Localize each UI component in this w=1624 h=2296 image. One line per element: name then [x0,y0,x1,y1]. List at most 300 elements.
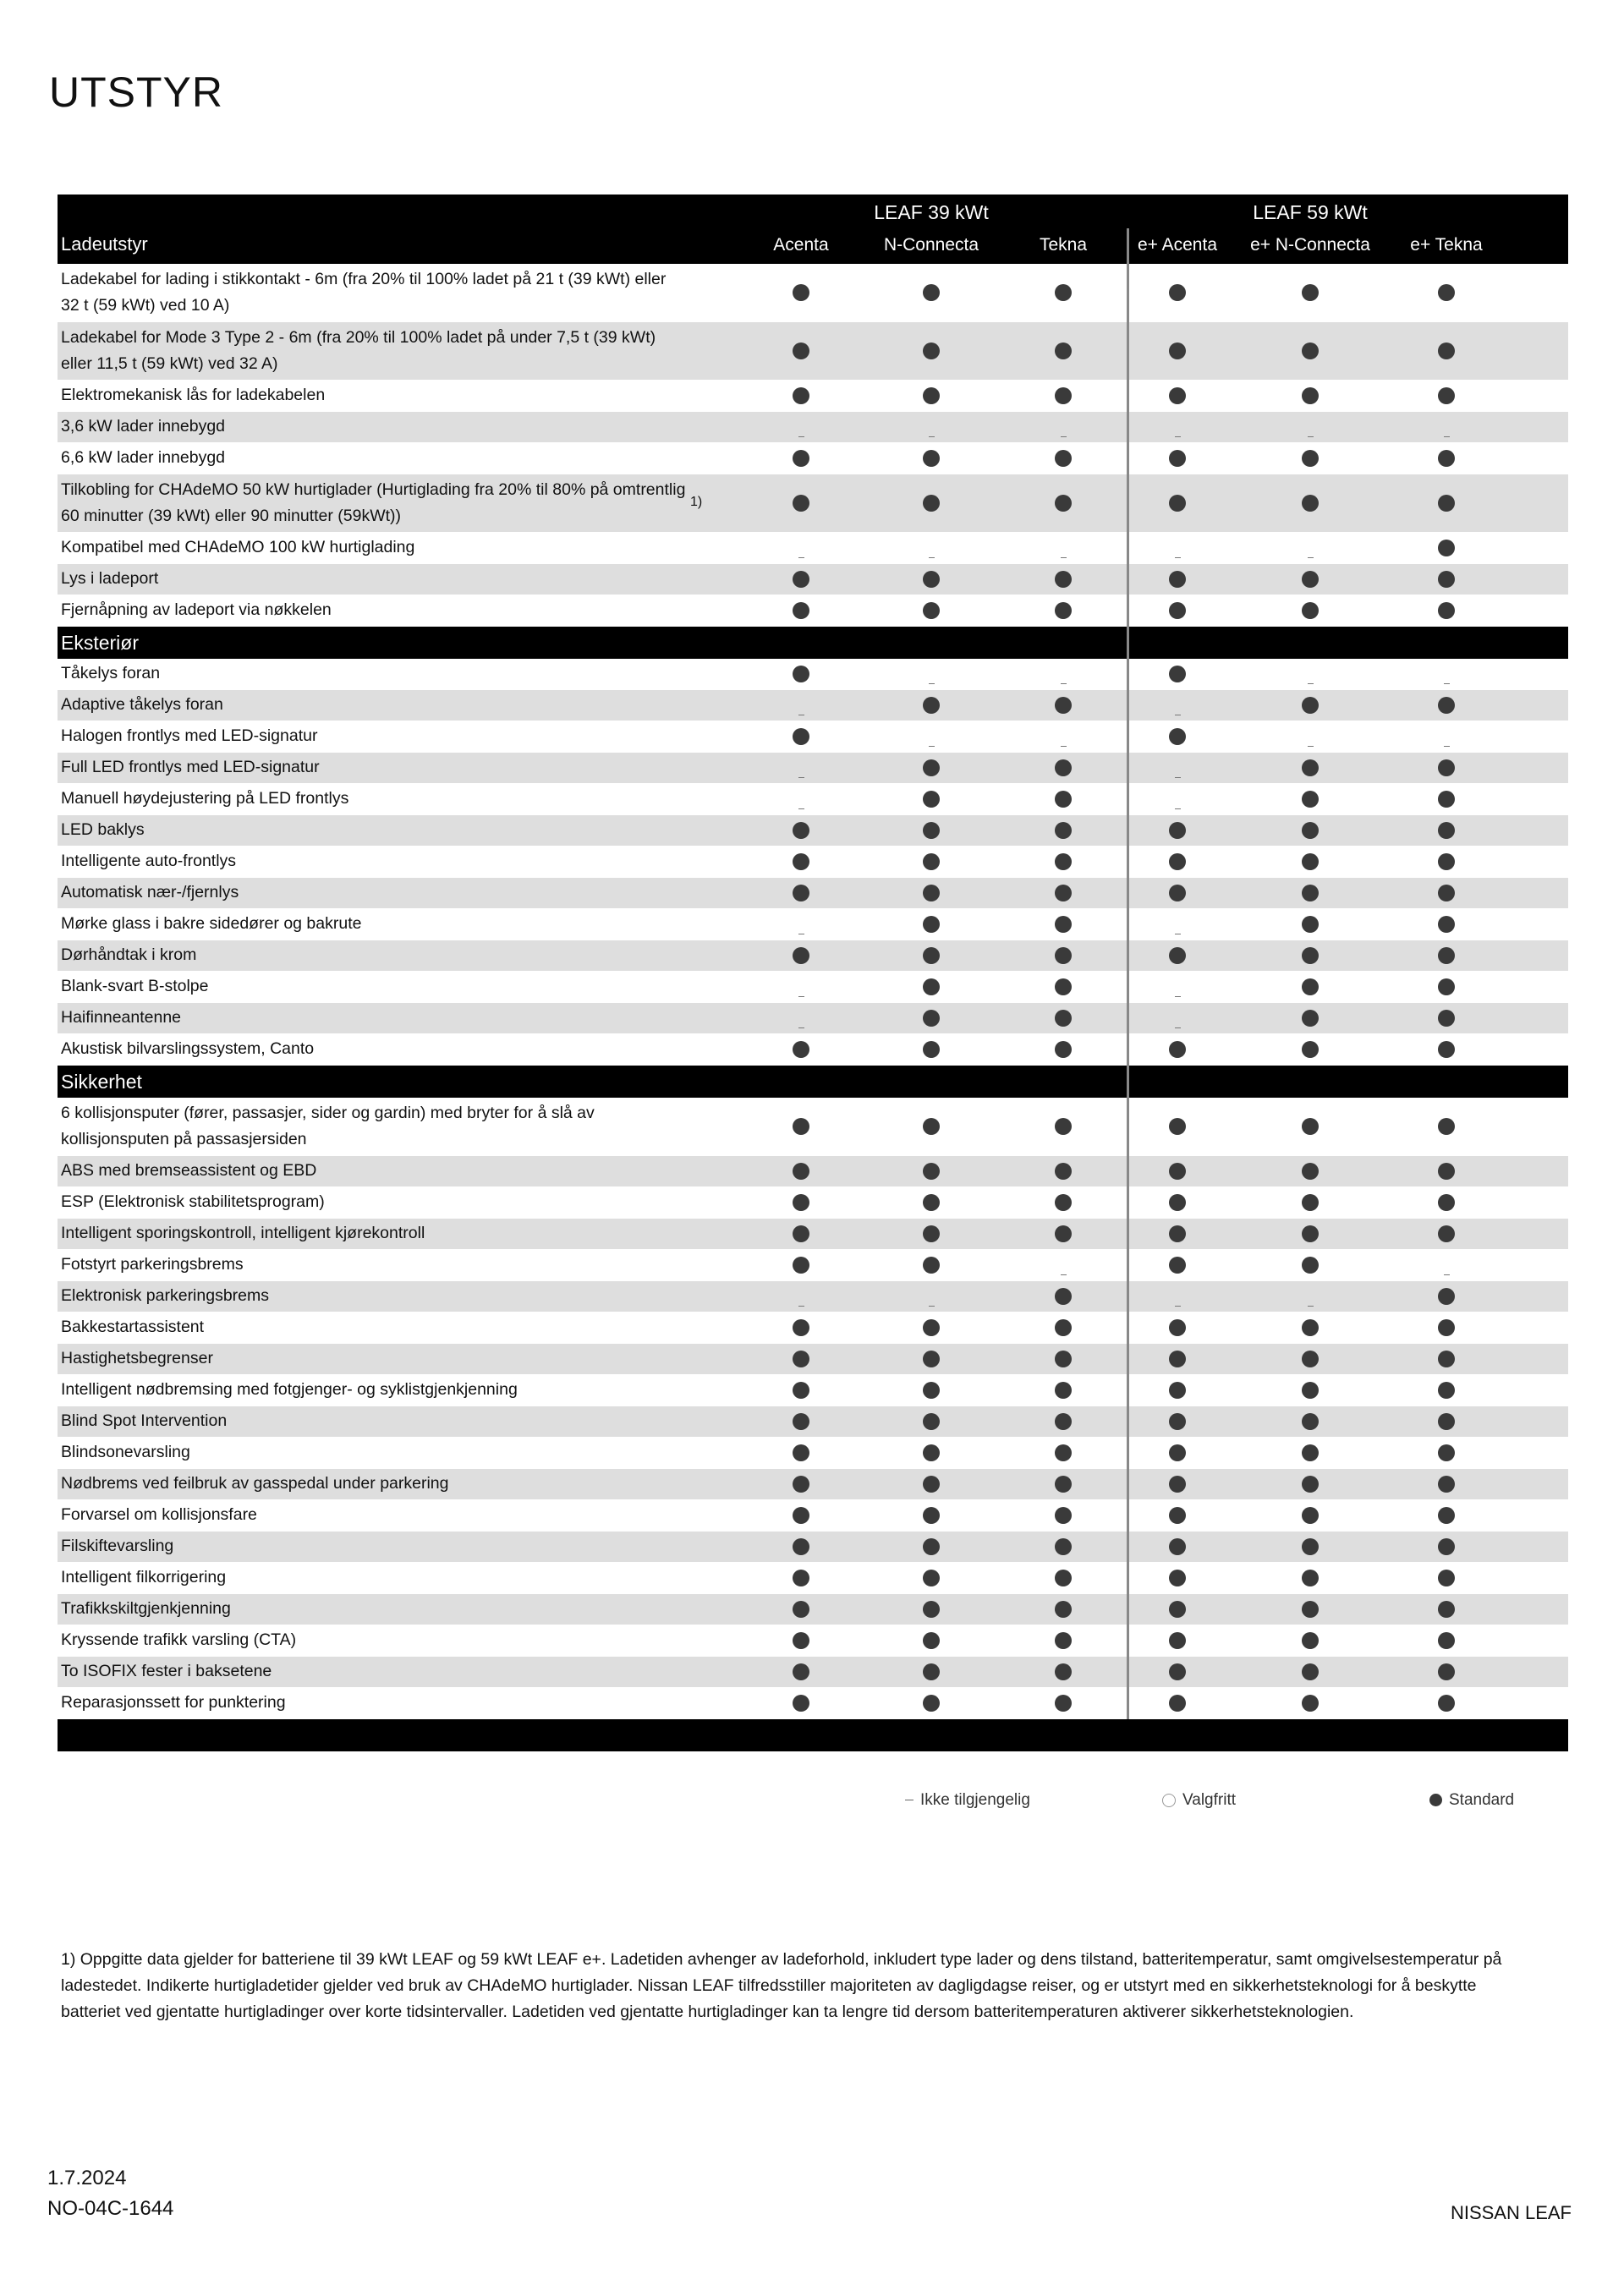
filled-circle-icon [1055,1444,1072,1461]
table-row [58,1469,1568,1500]
filled-circle-icon [1055,1538,1072,1555]
filled-circle-icon [1055,1632,1072,1649]
standard-dot-icon [1046,1194,1080,1215]
filled-circle-icon [923,947,940,964]
filled-circle-icon [1438,791,1455,808]
filled-circle-icon [1438,1538,1455,1555]
standard-dot-icon [1046,1570,1080,1591]
standard-dot-icon [1160,1507,1194,1528]
standard-dot-icon [914,1319,948,1340]
standard-dot-icon [1293,284,1327,305]
filled-circle-icon [923,1570,940,1586]
standard-dot-icon [914,1257,948,1278]
standard-dot-icon [784,1351,818,1372]
standard-dot-icon [914,495,948,516]
filled-circle-icon [1302,822,1319,839]
filled-circle-icon [1438,1570,1455,1586]
filled-circle-icon [1055,495,1072,512]
table-row [58,1344,1568,1375]
table-row [58,690,1568,721]
standard-dot-icon [1160,1163,1194,1184]
filled-circle-icon [1438,495,1455,512]
not-available-dash-icon [914,547,948,562]
filled-circle-icon [1055,284,1072,301]
standard-dot-icon [784,853,818,874]
filled-circle-icon [923,1632,940,1649]
dash-icon [1175,1027,1181,1028]
standard-dot-icon [1046,602,1080,623]
standard-dot-icon [784,284,818,305]
column-header: e+ N-Connecta [1250,235,1370,255]
standard-dot-icon [1429,1041,1463,1062]
standard-dot-icon [914,1413,948,1434]
filled-circle-icon [923,342,940,359]
table-row [58,909,1568,940]
filled-circle-icon [923,916,940,933]
standard-dot-icon [1429,450,1463,471]
standard-dot-icon [1293,1632,1327,1653]
not-available-dash-icon [1160,547,1194,562]
group-label-59: LEAF 59 kWt [1253,201,1368,223]
not-available-dash-icon [1160,426,1194,441]
filled-circle-icon [923,1118,940,1135]
section-title: Sikkerhet [61,1071,142,1093]
filled-circle-icon [1302,1570,1319,1586]
standard-dot-icon [1429,978,1463,1000]
filled-circle-icon [793,1413,809,1430]
filled-circle-icon [793,1695,809,1712]
standard-dot-icon [1160,495,1194,516]
dash-icon [1444,746,1450,747]
filled-circle-icon [1169,1632,1186,1649]
filled-circle-icon [1055,1288,1072,1305]
standard-dot-icon [784,822,818,843]
standard-dot-icon [784,1570,818,1591]
filled-circle-icon [1302,1601,1319,1618]
standard-dot-icon [1429,1163,1463,1184]
filled-circle-icon [923,602,940,619]
filled-circle-icon [1438,916,1455,933]
standard-dot-icon [1046,450,1080,471]
filled-circle-icon [1438,1444,1455,1461]
dash-icon [1444,683,1450,684]
standard-dot-icon [1160,602,1194,623]
standard-dot-icon [784,1118,818,1139]
feature-label: Blind Spot Intervention [61,1411,228,1430]
standard-dot-icon [1046,342,1080,364]
not-available-dash-icon [1429,1264,1463,1280]
filled-circle-icon [1302,1538,1319,1555]
table-row [58,1532,1568,1563]
filled-circle-icon [1169,1194,1186,1211]
filled-circle-icon [1438,1695,1455,1712]
filled-circle-icon [1169,1163,1186,1180]
filled-circle-icon [793,1444,809,1461]
standard-dot-icon [914,978,948,1000]
not-available-dash-icon [914,736,948,751]
feature-label: To ISOFIX fester i baksetene [61,1662,272,1680]
dash-icon [1061,746,1067,747]
not-available-dash-icon [1160,1017,1194,1033]
standard-dot-icon [914,822,948,843]
standard-dot-icon [1293,1507,1327,1528]
standard-dot-icon [1046,791,1080,812]
filled-circle-icon [1438,1382,1455,1399]
filled-circle-icon [1438,978,1455,995]
standard-dot-icon [914,1538,948,1559]
section-title: Eksteriør [61,632,139,654]
not-available-dash-icon [1046,1264,1080,1280]
standard-dot-icon [1046,1288,1080,1309]
standard-dot-icon [1429,1663,1463,1685]
table-row [58,1187,1568,1219]
filled-circle-icon [1169,342,1186,359]
standard-dot-icon [1160,1225,1194,1247]
filled-circle-icon [923,1507,940,1524]
filled-circle-icon [1169,602,1186,619]
standard-dot-icon [1429,791,1463,812]
table-row [58,1406,1568,1438]
standard-dot-icon [1293,947,1327,968]
standard-dot-icon [1429,1118,1463,1139]
standard-dot-icon [784,1601,818,1622]
not-available-dash-icon [1046,547,1080,562]
standard-dot-icon [1046,1010,1080,1031]
filled-circle-icon [923,1010,940,1027]
filled-circle-icon [1055,1413,1072,1430]
standard-dot-icon [914,387,948,408]
feature-label: Intelligent sporingskontroll, intelligent kjørekontroll [61,1224,425,1242]
table-row [58,721,1568,753]
standard-dot-icon [1046,1382,1080,1403]
standard-dot-icon [1429,947,1463,968]
filled-circle-icon [1055,387,1072,404]
filled-circle-icon [1055,1118,1072,1135]
dash-icon [798,436,804,437]
standard-dot-icon [914,1444,948,1466]
standard-dot-icon [1293,1118,1327,1139]
standard-dot-icon [1429,1288,1463,1309]
filled-circle-icon [1438,1663,1455,1680]
filled-circle-icon [1169,1118,1186,1135]
filled-circle-icon [1438,540,1455,556]
standard-dot-icon [1429,1695,1463,1716]
standard-dot-icon [1293,602,1327,623]
table-row [58,1375,1568,1406]
standard-dot-icon [1160,1257,1194,1278]
standard-dot-icon [914,284,948,305]
filled-circle-icon [923,1413,940,1430]
filled-circle-icon [1302,1663,1319,1680]
filled-circle-icon [923,697,940,714]
standard-dot-icon [1160,450,1194,471]
standard-dot-icon [1429,1382,1463,1403]
standard-dot-icon [914,342,948,364]
standard-dot-icon [784,666,818,687]
standard-dot-icon [1429,1570,1463,1591]
filled-circle-icon [1302,1225,1319,1242]
not-available-dash-icon [914,1296,948,1311]
standard-dot-icon [1160,1382,1194,1403]
standard-dot-icon [914,759,948,781]
standard-dot-icon [784,1632,818,1653]
table-row [58,1500,1568,1532]
standard-dot-icon [784,1476,818,1497]
section-header [58,627,1568,659]
standard-dot-icon [914,791,948,812]
standard-dot-icon [1046,1476,1080,1497]
filled-circle-icon [1169,1351,1186,1367]
standard-dot-icon [1160,571,1194,592]
standard-dot-icon [784,1413,818,1434]
dash-icon [1175,1306,1181,1307]
table-row [58,784,1568,815]
filled-circle-icon [923,1194,940,1211]
filled-circle-icon [923,1601,940,1618]
standard-dot-icon [1160,1444,1194,1466]
feature-label: ESP (Elektronisk stabilitetsprogram) [61,1192,325,1211]
filled-circle-icon [1438,822,1455,839]
filled-circle-icon [793,1663,809,1680]
filled-circle-icon [793,1570,809,1586]
column-header: N-Connecta [883,235,979,255]
table-row [58,564,1568,595]
standard-dot-icon [1293,1382,1327,1403]
filled-circle-icon [923,822,940,839]
standard-dot-icon [1293,1538,1327,1559]
filled-circle-icon [1302,1010,1319,1027]
open-circle-icon [1162,1794,1176,1807]
filled-circle-icon [793,1319,809,1336]
dash-icon [1308,746,1314,747]
table-row [58,1438,1568,1469]
standard-dot-icon [1429,1601,1463,1622]
standard-dot-icon [1429,697,1463,718]
standard-dot-icon [784,1163,818,1184]
filled-circle-icon [923,495,940,512]
filled-circle-icon [923,853,940,870]
section-title: Ladeutstyr [61,233,148,255]
standard-dot-icon [914,853,948,874]
filled-circle-icon [1169,571,1186,588]
standard-dot-icon [1160,822,1194,843]
filled-circle-icon [1302,1382,1319,1399]
standard-dot-icon [1160,1118,1194,1139]
standard-dot-icon [784,495,818,516]
standard-dot-icon [914,1118,948,1139]
standard-dot-icon [914,1507,948,1528]
filled-circle-icon [1438,1319,1455,1336]
filled-circle-icon [1055,978,1072,995]
table-row [58,753,1568,784]
table-row [58,443,1568,474]
standard-dot-icon [914,1163,948,1184]
publish-date: 1.7.2024 [47,2167,127,2189]
column-header: Tekna [1039,235,1088,255]
filled-circle-icon [923,1225,940,1242]
standard-dot-icon [1046,759,1080,781]
filled-circle-icon [1302,1118,1319,1135]
filled-circle-icon [923,1257,940,1274]
standard-dot-icon [1429,1194,1463,1215]
standard-dot-icon [1429,1538,1463,1559]
filled-circle-icon [793,1538,809,1555]
filled-circle-icon [1169,284,1186,301]
filled-circle-icon [1438,759,1455,776]
dash-icon [1175,777,1181,778]
filled-circle-icon [1169,1444,1186,1461]
feature-label: Akustisk bilvarslingssystem, Canto [61,1039,315,1058]
standard-dot-icon [1429,916,1463,937]
filled-circle-icon [1055,759,1072,776]
dash-icon [929,1306,935,1307]
table-row [58,847,1568,878]
standard-dot-icon [914,1570,948,1591]
dash-icon [929,683,935,684]
standard-dot-icon [1160,1413,1194,1434]
filled-circle-icon [1055,1163,1072,1180]
feature-label: Reparasjonssett for punktering [61,1693,286,1712]
dash-icon [929,436,935,437]
filled-circle-icon [923,791,940,808]
standard-dot-icon [1160,1601,1194,1622]
filled-circle-icon [793,1507,809,1524]
standard-dot-icon [1160,853,1194,874]
page-title: UTSTYR [49,68,223,116]
filled-circle-icon [793,450,809,467]
standard-dot-icon [1429,1351,1463,1372]
not-available-dash-icon [1293,547,1327,562]
filled-circle-icon [793,1163,809,1180]
filled-circle-icon [793,1041,809,1058]
filled-circle-icon [1438,1288,1455,1305]
filled-circle-icon [793,728,809,745]
dash-icon [1061,683,1067,684]
standard-dot-icon [1293,1010,1327,1031]
feature-label: Kryssende trafikk varsling (CTA) [61,1630,297,1649]
standard-dot-icon [914,1632,948,1653]
dash-icon [1061,557,1067,558]
filled-circle-icon [1302,978,1319,995]
standard-dot-icon [1293,1663,1327,1685]
standard-dot-icon [1293,1476,1327,1497]
standard-dot-icon [1160,1476,1194,1497]
standard-dot-icon [1293,1444,1327,1466]
standard-dot-icon [784,1507,818,1528]
table-row [58,1688,1568,1719]
filled-circle-icon [1302,1444,1319,1461]
feature-label: Blindsonevarsling [61,1443,190,1461]
filled-circle-icon [1055,602,1072,619]
feature-label: Fotstyrt parkeringsbrems [61,1255,244,1274]
standard-dot-icon [784,1444,818,1466]
filled-circle-icon [1438,342,1455,359]
feature-label: Blank-svart B-stolpe [61,977,209,995]
standard-dot-icon [1293,571,1327,592]
filled-circle-icon [793,1351,809,1367]
filled-circle-icon [923,1319,940,1336]
standard-dot-icon [784,947,818,968]
filled-circle-icon [1169,728,1186,745]
filled-circle-icon [793,1632,809,1649]
table-row [58,412,1568,443]
standard-dot-icon [1293,822,1327,843]
standard-dot-icon [1293,1319,1327,1340]
dash-icon [798,1306,804,1307]
filled-circle-icon [1169,822,1186,839]
filled-circle-icon [923,978,940,995]
filled-circle-icon [1169,1601,1186,1618]
standard-dot-icon [1160,1663,1194,1685]
table-row [58,381,1568,412]
standard-dot-icon [1160,885,1194,906]
filled-circle-icon [923,1663,940,1680]
filled-circle-icon [793,495,809,512]
filled-circle-icon [1055,1010,1072,1027]
standard-dot-icon [784,1663,818,1685]
standard-dot-icon [914,1351,948,1372]
table-footer-band [58,1719,1568,1751]
feature-label: Bakkestartassistent [61,1318,205,1336]
standard-dot-icon [1293,853,1327,874]
filled-circle-icon [1429,1794,1442,1806]
filled-circle-icon [1169,450,1186,467]
filled-circle-icon [793,947,809,964]
not-available-dash-icon [1293,736,1327,751]
filled-circle-icon [1302,1319,1319,1336]
standard-dot-icon [1160,1041,1194,1062]
filled-circle-icon [793,822,809,839]
standard-dot-icon [1046,1538,1080,1559]
standard-dot-icon [784,1538,818,1559]
standard-dot-icon [1429,1476,1463,1497]
column-header: Acenta [773,235,829,255]
filled-circle-icon [1438,602,1455,619]
table-row [58,659,1568,690]
standard-dot-icon [1160,1351,1194,1372]
standard-dot-icon [1293,978,1327,1000]
filled-circle-icon [1169,1570,1186,1586]
feature-label: Ladekabel for lading i stikkontakt - 6m (fra 20% til 100% ladet på 21 t (39 kWt) eller 32 t (59 kWt) ved 10 A) [61,270,667,315]
filled-circle-icon [793,1225,809,1242]
standard-dot-icon [1160,1194,1194,1215]
standard-dot-icon [1160,1570,1194,1591]
filled-circle-icon [1302,602,1319,619]
not-available-dash-icon [1293,673,1327,688]
filled-circle-icon [1302,1163,1319,1180]
standard-dot-icon [784,342,818,364]
filled-circle-icon [1438,387,1455,404]
dash-icon [1308,683,1314,684]
standard-dot-icon [1046,284,1080,305]
filled-circle-icon [1438,1507,1455,1524]
filled-circle-icon [1438,571,1455,588]
dash-icon [798,557,804,558]
filled-circle-icon [793,342,809,359]
standard-dot-icon [1429,540,1463,561]
filled-circle-icon [1055,571,1072,588]
filled-circle-icon [1438,1041,1455,1058]
filled-circle-icon [793,571,809,588]
filled-circle-icon [793,284,809,301]
filled-circle-icon [1438,1476,1455,1493]
standard-dot-icon [1293,916,1327,937]
standard-dot-icon [1046,1601,1080,1622]
standard-dot-icon [1429,853,1463,874]
filled-circle-icon [1302,1476,1319,1493]
standard-dot-icon [1293,1351,1327,1372]
filled-circle-icon [1169,1041,1186,1058]
